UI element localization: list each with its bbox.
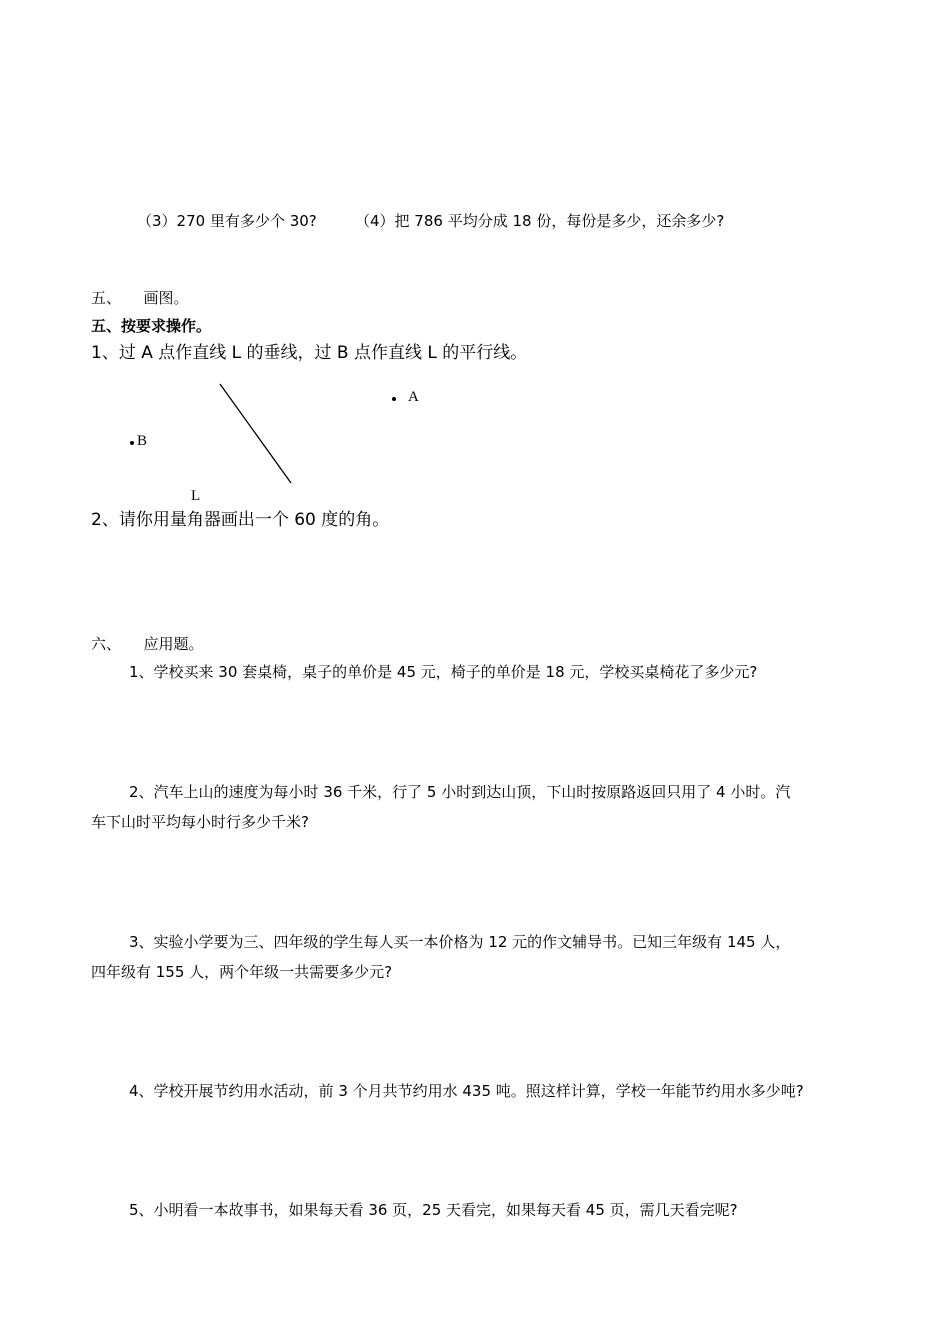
problem-5: 5、小明看一本故事书，如果每天看 36 页，25 天看完，如果每天看 45 页，需几天看完呢? [129, 1201, 738, 1219]
question-4: （4）把 786 平均分成 18 份，每份是多少，还余多少? [355, 212, 725, 230]
section-5-subheading: 五、按要求操作。 [91, 317, 212, 335]
point-a-dot [392, 397, 396, 401]
line-l-label: L [191, 488, 201, 504]
point-a-label: A [408, 389, 419, 405]
line-l [220, 384, 291, 483]
question-3: （3）270 里有多少个 30? [137, 212, 317, 230]
problem-2-line-1: 2、汽车上山的速度为每小时 36 千米，行了 5 小时到达山顶，下山时按原路返回只用了 4 小时。汽 [129, 783, 791, 801]
problem-4: 4、学校开展节约用水活动，前 3 个月共节约用水 435 吨。照这样计算，学校一年能节约用水多少吨? [129, 1082, 804, 1100]
problem-1: 1、学校买来 30 套桌椅，桌子的单价是 45 元，椅子的单价是 18 元，学校买桌椅花了多少元? [129, 663, 758, 681]
section-6-heading: 六、 应用题。 [91, 635, 204, 653]
problem-2-line-2: 车下山时平均每小时行多少千米? [91, 813, 309, 831]
point-b-dot [130, 441, 134, 445]
problem-3-line-2: 四年级有 155 人，两个年级一共需要多少元? [91, 963, 393, 981]
section-5-heading: 五、 画图。 [91, 289, 189, 307]
problem-3-line-1: 3、实验小学要为三、四年级的学生每人买一本价格为 12 元的作文辅导书。已知三年级有 145 人， [129, 933, 791, 951]
task-1: 1、过 A 点作直线 L 的垂线，过 B 点作直线 L 的平行线。 [91, 343, 528, 363]
point-b-label: B [137, 433, 148, 449]
task-2: 2、请你用量角器画出一个 60 度的角。 [91, 510, 390, 530]
